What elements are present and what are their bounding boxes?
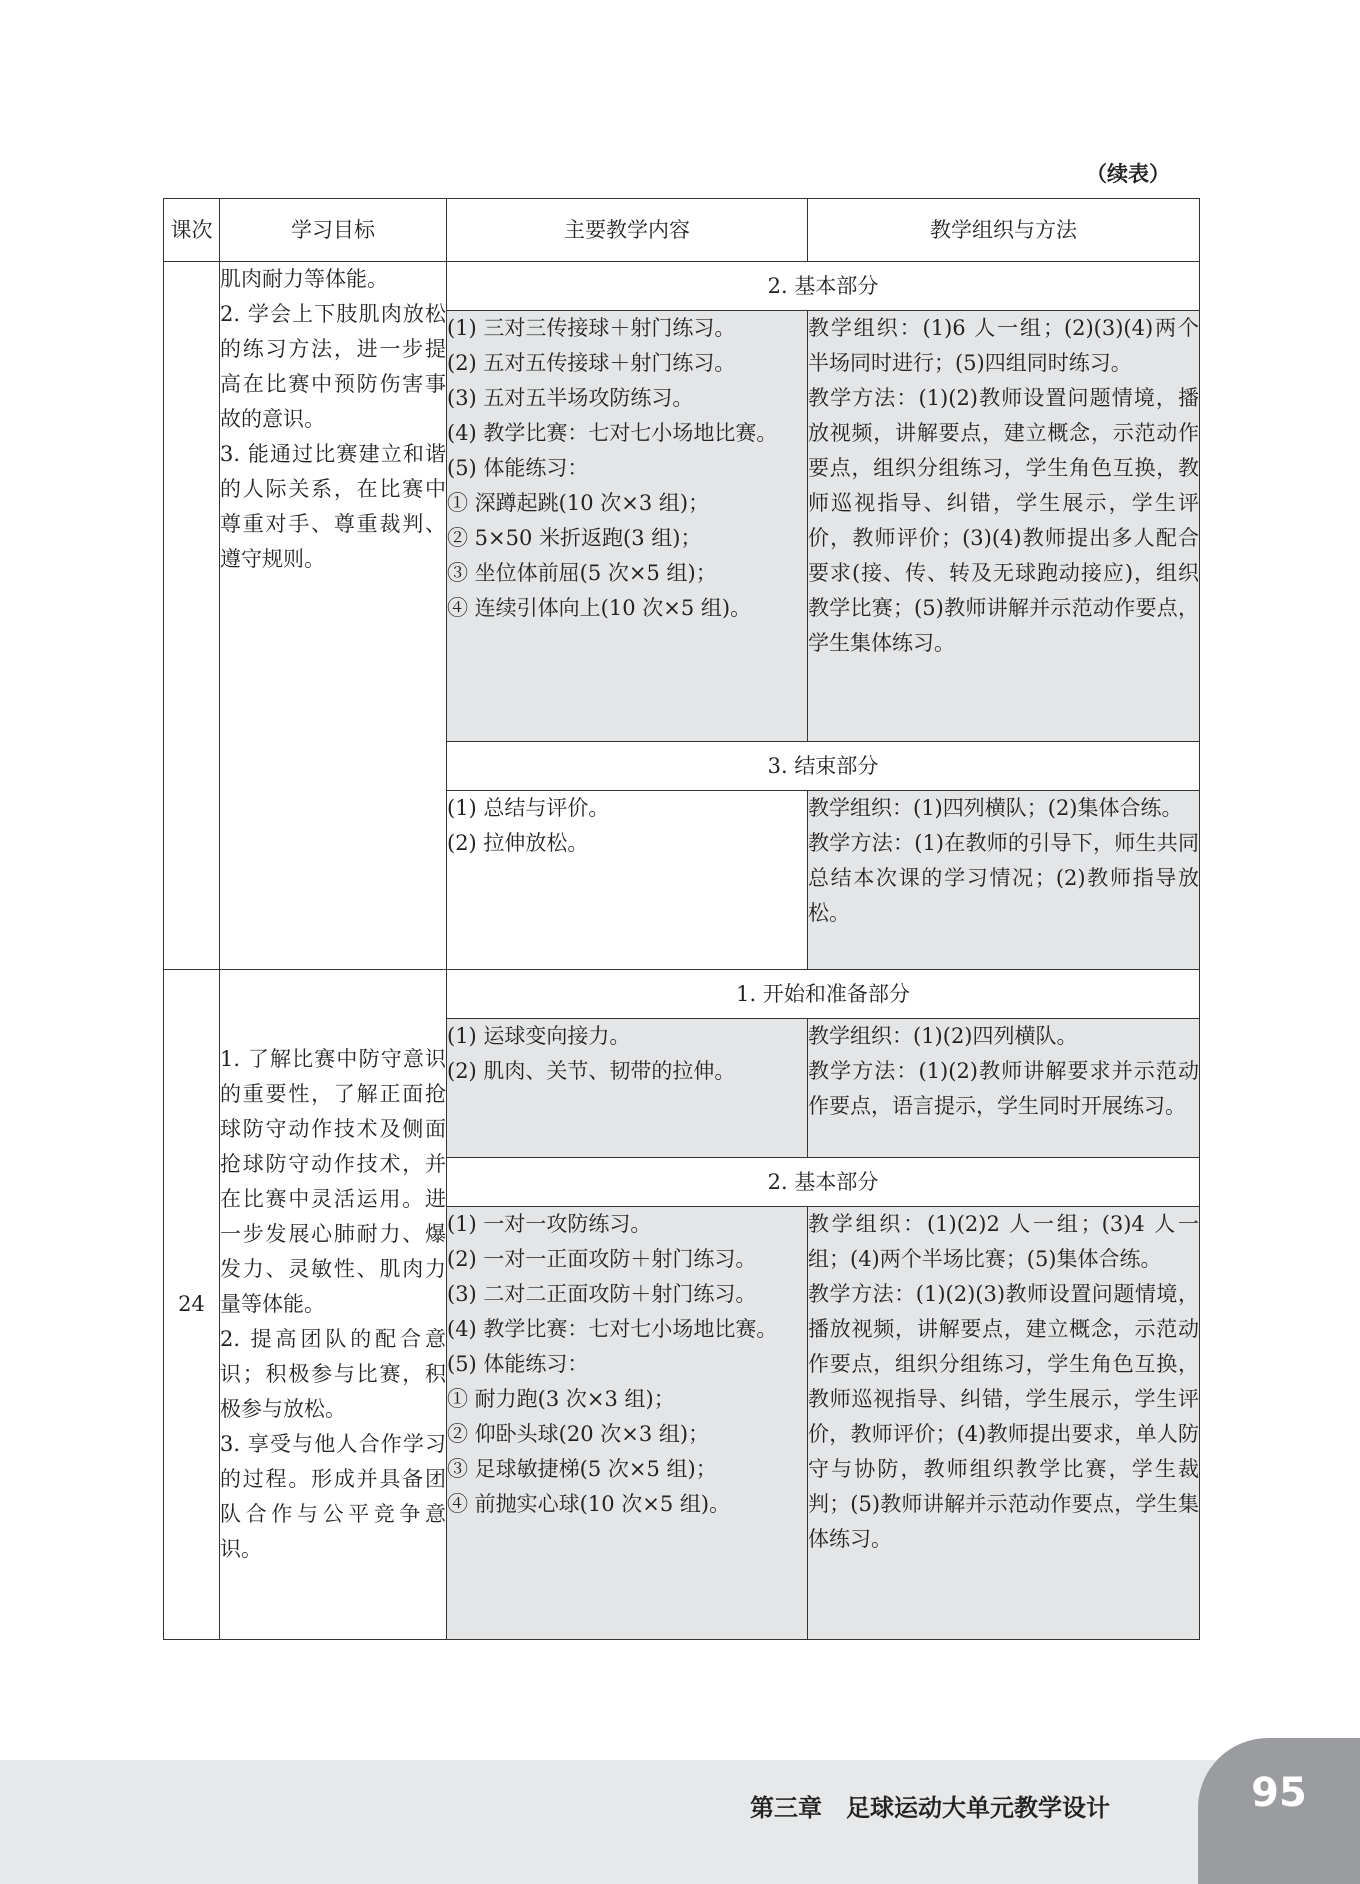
method-text: 教学组织：(1)四列横队；(2)集体合练。	[808, 796, 1183, 820]
content-item: (1) 运球变向接力。	[447, 1024, 631, 1048]
lesson-number-cell	[164, 262, 220, 970]
section-title: 2. 基本部分	[447, 262, 1200, 311]
content-item: (3) 五对五半场攻防练习。	[447, 386, 694, 410]
method-cell	[808, 1019, 1200, 1158]
content-item: (4) 教学比赛：七对七小场地比赛。	[447, 421, 778, 445]
content-item: (2) 五对五传接球＋射门练习。	[447, 351, 736, 375]
method-text: 教学方法：(1)在教师的引导下，师生共同总结本次课的学习情况；(2)教师指导放松。	[808, 831, 1199, 925]
section-title: 3. 结束部分	[447, 742, 1200, 791]
goal-item: 2. 提高团队的配合意识；积极参与比赛，积极参与放松。	[220, 1327, 446, 1421]
header-main-content: 主要教学内容	[447, 199, 808, 262]
content-item: ④ 前抛实心球(10 次×5 组)。	[447, 1492, 731, 1516]
content-item: (1) 一对一攻防练习。	[447, 1212, 652, 1236]
content-item: (5) 体能练习：	[447, 1352, 589, 1376]
method-text: 教学组织：(1)6 人一组；(2)(3)(4)两个半场同时进行；(5)四组同时练习。	[808, 316, 1199, 375]
content-item: (1) 三对三传接球＋射门练习。	[447, 316, 736, 340]
method-cell	[808, 791, 1200, 970]
method-text: 教学方法：(1)(2)教师讲解要求并示范动作要点，语言提示，学生同时开展练习。	[808, 1059, 1199, 1118]
method-cell	[808, 1207, 1200, 1640]
learning-goals-cell	[220, 262, 447, 970]
content-item: (2) 肌肉、关节、韧带的拉伸。	[447, 1059, 736, 1083]
content-item: ② 5×50 米折返跑(3 组)；	[447, 526, 702, 550]
content-cell	[447, 1207, 808, 1640]
goal-item: 3. 享受与他人合作学习的过程。形成并具备团队合作与公平竞争意识。	[220, 1432, 446, 1561]
method-text: 教学组织：(1)(2)四列横队。	[808, 1024, 1078, 1048]
content-item: (4) 教学比赛：七对七小场地比赛。	[447, 1317, 778, 1341]
content-item: (1) 总结与评价。	[447, 796, 610, 820]
content-item: (2) 拉伸放松。	[447, 831, 589, 855]
header-learning-goals: 学习目标	[220, 199, 447, 262]
lesson-number-cell: 24	[164, 970, 220, 1640]
section-title: 1. 开始和准备部分	[447, 970, 1200, 1019]
content-item: (3) 二对二正面攻防＋射门练习。	[447, 1282, 757, 1306]
method-text: 教学方法：(1)(2)教师设置问题情境，播放视频，讲解要点，建立概念，示范动作要点，组织分组练习，学生角色互换，教师巡视指导、纠错，学生展示，学生评价，教师评价；(3)(4)教师提出多人配合要求(接、传、转及无球跑动接应)，组织教学比赛；(5)教师讲解并示范动作要点，学生集体练习。	[808, 386, 1199, 655]
content-item: ② 仰卧头球(20 次×3 组)；	[447, 1422, 710, 1446]
method-text: 教学方法：(1)(2)(3)教师设置问题情境，播放视频，讲解要点，建立概念，示范动作要点，组织分组练习，学生角色互换，教师巡视指导、纠错，学生展示，学生评价，教师评价；(4)教师提出要求，单人防守与协防，教师组织教学比赛，学生裁判；(5)教师讲解并示范动作要点，学生集体练习。	[808, 1282, 1199, 1551]
goal-item: 3. 能通过比赛建立和谐的人际关系，在比赛中尊重对手、尊重裁判、遵守规则。	[220, 442, 446, 571]
chapter-title: 第三章 足球运动大单元教学设计	[750, 1794, 1110, 1822]
section-title: 2. 基本部分	[447, 1158, 1200, 1207]
content-cell	[447, 791, 808, 970]
table-row	[164, 262, 1200, 311]
header-lesson-number: 课次	[164, 199, 220, 262]
content-cell	[447, 311, 808, 742]
content-item: ④ 连续引体向上(10 次×5 组)。	[447, 596, 752, 620]
goal-item: 肌肉耐力等体能。	[220, 267, 388, 291]
content-item: ③ 足球敏捷梯(5 次×5 组)；	[447, 1457, 717, 1481]
content-item: ③ 坐位体前屈(5 次×5 组)；	[447, 561, 717, 585]
page-footer	[0, 1760, 1360, 1884]
method-cell	[808, 311, 1200, 742]
goal-item: 2. 学会上下肢肌肉放松的练习方法，进一步提高在比赛中预防伤害事故的意识。	[220, 302, 446, 431]
content-item: ① 耐力跑(3 次×3 组)；	[447, 1387, 675, 1411]
content-cell	[447, 1019, 808, 1158]
table-header-row	[164, 199, 1200, 262]
page-number: 95	[1251, 1770, 1307, 1816]
goal-item: 1. 了解比赛中防守意识的重要性，了解正面抢球防守动作技术及侧面抢球防守动作技术，并在比赛中灵活运用。进一步发展心肺耐力、爆发力、灵敏性、肌肉力量等体能。	[220, 1047, 446, 1316]
header-organization-method: 教学组织与方法	[808, 199, 1200, 262]
content-item: ① 深蹲起跳(10 次×3 组)；	[447, 491, 710, 515]
table-row	[164, 970, 1200, 1019]
content-item: (5) 体能练习：	[447, 456, 589, 480]
content-item: (2) 一对一正面攻防＋射门练习。	[447, 1247, 757, 1271]
method-text: 教学组织：(1)(2)2 人一组；(3)4 人一组；(4)两个半场比赛；(5)集体合练。	[808, 1212, 1199, 1271]
learning-goals-cell	[220, 970, 447, 1640]
lesson-plan-table	[163, 198, 1200, 1640]
continued-label: （续表）	[1086, 162, 1170, 186]
